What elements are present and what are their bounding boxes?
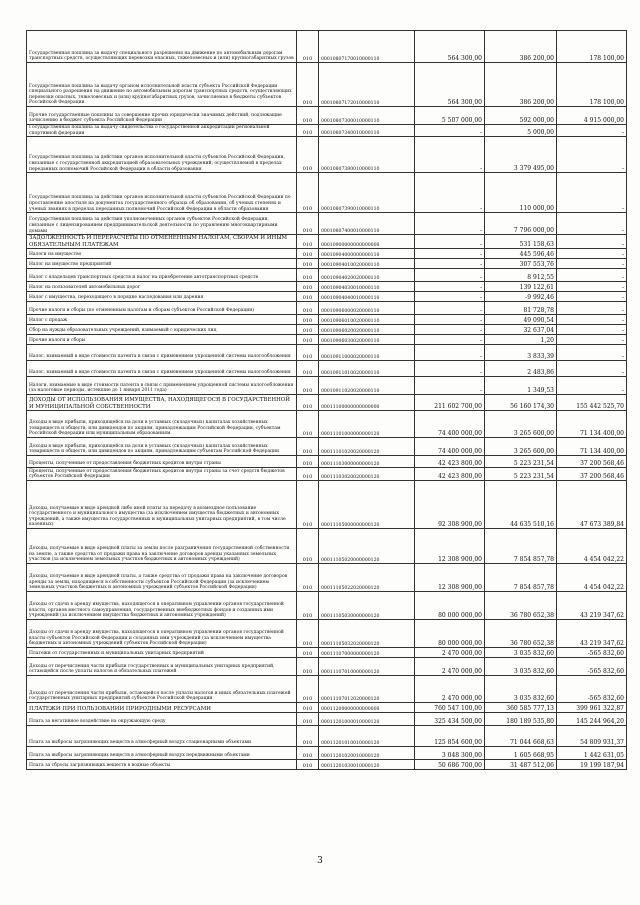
row-amount-unexecuted: -: [557, 345, 627, 361]
row-amount-assigned: 80 000 000,00: [415, 620, 485, 648]
row-amount-executed: 36 780 652,38: [485, 592, 557, 620]
row-amount-executed: 56 160 174,30: [485, 395, 557, 411]
row-amount-executed: 3 035 832,60: [485, 648, 557, 658]
row-amount-unexecuted: 4 454 042,22: [557, 564, 627, 592]
row-amount-executed: 3 265 600,00: [485, 438, 557, 456]
table-row: [27, 411, 627, 438]
row-name: ЗАДОЛЖЕННОСТЬ И ПЕРЕРАСЧЕТЫ ПО ОТМЕНЕННЫМ НАЛОГАМ, СБОРАМ И ИНЫМ ОБЯЗАТЕЛЬНЫМ ПЛАТЕЖАМ: [27, 235, 297, 249]
row-code: 010: [297, 107, 319, 125]
row-name: Государственная пошлина за выдачу органом исполнительной власти субъекта Российской Федерации специального разрешения на движение по автомобильным дорогам транспортных средств, осуществляющих перевозки опасных, тяжеловесных и (или) крупногабаритных грузов, зачисляемая в бюджеты субъектов Российской Федерации: [27, 63, 297, 107]
row-code: 010: [297, 282, 319, 292]
row-code: 010: [297, 713, 319, 726]
row-name: Доходы от перечисления части прибыли государственных и муниципальных унитарных предприятий, остающейся после уплаты налогов и обязательных платежей: [27, 658, 297, 676]
row-amount-executed: 3 035 832,60: [485, 658, 557, 676]
row-code: 010: [297, 411, 319, 438]
row-name: Налог, взимаемый в виде стоимости патента в связи с применением упрощенной системы налогообложения: [27, 345, 297, 361]
row-code: 010: [297, 335, 319, 345]
row-code: 010: [297, 676, 319, 703]
row-kbk: 00010904000000000110: [319, 249, 415, 259]
row-name: Проценты, полученные от предоставления бюджетных кредитов внутри страны: [27, 456, 297, 468]
row-amount-executed: 531 158,63: [485, 235, 557, 249]
row-amount-unexecuted: -: [557, 302, 627, 315]
row-code: 010: [297, 377, 319, 395]
row-name: Плата за выбросы загрязняющих веществ в атмосферный воздух передвижными объектами: [27, 747, 297, 760]
row-name: Налог с владельцев транспортных средств и налог на приобретение автотранспортных средств: [27, 269, 297, 282]
row-amount-unexecuted: -: [557, 282, 627, 292]
row-amount-executed: 360 585 777,13: [485, 703, 557, 713]
row-amount-assigned: 80 000 000,00: [415, 592, 485, 620]
table-row: [27, 282, 627, 292]
row-name: Государственная пошлина за действия уполномоченных органов субъектов Российской Федерации, связанные с лицензированием предпринимательской деятельности по управлению многоквартирными домами: [27, 213, 297, 235]
table-row: [27, 726, 627, 747]
row-kbk: 00011201000010000120: [319, 713, 415, 726]
row-name: Доходы от перечисления части прибыли, остающейся после уплаты налогов и иных обязательных платежей государственных унитарных предприятий субъектов Российской Федерации: [27, 676, 297, 703]
row-amount-assigned: 325 434 500,00: [415, 713, 485, 726]
row-code: 010: [297, 438, 319, 456]
row-code: 010: [297, 703, 319, 713]
row-amount-unexecuted: -: [557, 259, 627, 269]
row-amount-executed: 139 122,61: [485, 282, 557, 292]
row-amount-executed: 31 487 512,06: [485, 760, 557, 770]
row-amount-unexecuted: -: [557, 335, 627, 345]
row-name: Доходы от сдачи в аренду имущества, находящегося в оперативном управлении органов государственной власти, органов местного самоуправления, государственных внебюджетных фондов и созданных ими учреждений (за исключением имущества бюджетных и автономных учреждений): [27, 592, 297, 620]
row-code: 010: [297, 315, 319, 325]
row-amount-executed: 5 000,00: [485, 125, 557, 137]
row-kbk: 00010904030010000110: [319, 282, 415, 292]
row-kbk: 00011107000000000120: [319, 648, 415, 658]
row-amount-executed: 1 605 668,95: [485, 747, 557, 760]
table-row: [27, 249, 627, 259]
row-amount-assigned: -: [415, 345, 485, 361]
row-amount-unexecuted: 43 219 347,62: [557, 592, 627, 620]
row-amount-assigned: -: [415, 125, 485, 137]
row-name: Налоги на имущество: [27, 249, 297, 259]
row-amount-unexecuted: -: [557, 249, 627, 259]
row-code: 010: [297, 620, 319, 648]
row-amount-assigned: -: [415, 213, 485, 235]
row-amount-executed: 36 780 652,38: [485, 620, 557, 648]
row-code: 010: [297, 269, 319, 282]
row-amount-assigned: -: [415, 315, 485, 325]
row-amount-unexecuted: -: [557, 137, 627, 173]
row-amount-assigned: 2 470 000,00: [415, 648, 485, 658]
row-name: Налог с продаж: [27, 315, 297, 325]
row-kbk: 00011101020020000120: [319, 438, 415, 456]
row-amount-executed: 386 200,00: [485, 31, 557, 63]
row-kbk: 00011105020000000120: [319, 529, 415, 564]
row-amount-executed: 5 223 231,54: [485, 456, 557, 468]
row-kbk: 00010807170010000110: [319, 31, 415, 63]
row-amount-unexecuted: 178 100,00: [557, 31, 627, 63]
row-amount-unexecuted: -: [557, 235, 627, 249]
row-kbk: 00010807380010000110: [319, 137, 415, 173]
row-kbk: 00011201020010000120: [319, 747, 415, 760]
row-name: Плата за выбросы загрязняющих веществ в атмосферный воздух стационарными объектами: [27, 726, 297, 747]
row-amount-assigned: -: [415, 173, 485, 213]
row-code: 010: [297, 259, 319, 269]
row-amount-unexecuted: -: [557, 377, 627, 395]
table-row: [27, 137, 627, 173]
row-amount-unexecuted: 1 442 631,05: [557, 747, 627, 760]
row-kbk: 00011201030010000120: [319, 760, 415, 770]
row-code: 010: [297, 213, 319, 235]
table-row: [27, 125, 627, 137]
row-amount-unexecuted: 37 200 568,46: [557, 456, 627, 468]
row-kbk: 00010807340010000110: [319, 125, 415, 137]
row-code: 010: [297, 468, 319, 481]
row-amount-assigned: 12 308 900,00: [415, 529, 485, 564]
row-amount-unexecuted: 43 219 347,62: [557, 620, 627, 648]
row-amount-executed: 8 912,55: [485, 269, 557, 282]
row-code: 010: [297, 235, 319, 249]
row-amount-assigned: 564 300,00: [415, 31, 485, 63]
row-code: 010: [297, 529, 319, 564]
table-row: [27, 345, 627, 361]
row-amount-assigned: -: [415, 335, 485, 345]
row-amount-unexecuted: 47 673 389,84: [557, 481, 627, 529]
row-kbk: 00010807400010000110: [319, 213, 415, 235]
table-row: [27, 235, 627, 249]
row-amount-assigned: -: [415, 361, 485, 377]
table-row: [27, 592, 627, 620]
table-row: [27, 269, 627, 282]
table-row: [27, 703, 627, 713]
row-name: Доходы, получаемые в виде арендной либо иной платы за передачу в возмездное пользование государственного и муниципального имущества (за исключением имущества бюджетных и автономных учреждений, а также имущества государственных и муниципальных унитарных предприятий, в том числе казенных): [27, 481, 297, 529]
row-amount-assigned: 564 300,00: [415, 63, 485, 107]
row-amount-assigned: 74 400 000,00: [415, 411, 485, 438]
table-row: [27, 63, 627, 107]
row-amount-unexecuted: -: [557, 361, 627, 377]
row-amount-unexecuted: -: [557, 125, 627, 137]
row-kbk: 00011107010000000120: [319, 658, 415, 676]
table-row: [27, 676, 627, 703]
table-row: [27, 620, 627, 648]
row-amount-unexecuted: -: [557, 292, 627, 302]
table-row: [27, 481, 627, 529]
row-kbk: 00010911010020000110: [319, 361, 415, 377]
row-code: 010: [297, 726, 319, 747]
row-amount-assigned: 2 470 000,00: [415, 676, 485, 703]
row-kbk: 00010904040010000110: [319, 292, 415, 302]
row-amount-executed: 180 189 535,80: [485, 713, 557, 726]
row-amount-assigned: -: [415, 292, 485, 302]
table-row: [27, 468, 627, 481]
row-amount-assigned: -: [415, 235, 485, 249]
row-code: 010: [297, 31, 319, 63]
row-amount-unexecuted: 155 442 525,70: [557, 395, 627, 411]
row-amount-assigned: -: [415, 259, 485, 269]
table-row: [27, 107, 627, 125]
table-row: [27, 395, 627, 411]
row-amount-unexecuted: 4 454 042,22: [557, 529, 627, 564]
row-kbk: 00011103020020000120: [319, 468, 415, 481]
row-amount-executed: 71 044 668,63: [485, 726, 557, 747]
row-name: Государственная пошлина за выдачу специального разрешения на движение по автомобильным дорогам транспортных средств, осуществляющих перевозки опасных, тяжеловесных и (или) крупногабаритных грузов: [27, 31, 297, 63]
row-code: 010: [297, 658, 319, 676]
row-code: 010: [297, 292, 319, 302]
row-amount-executed: 7 854 857,78: [485, 529, 557, 564]
row-kbk: 00010906000020000110: [319, 302, 415, 315]
row-amount-unexecuted: -: [557, 315, 627, 325]
row-code: 010: [297, 481, 319, 529]
table-row: [27, 213, 627, 235]
row-kbk: 00010911020020000110: [319, 377, 415, 395]
row-amount-executed: 1 349,53: [485, 377, 557, 395]
row-kbk: 00010807300010000110: [319, 107, 415, 125]
row-amount-assigned: 2 470 000,00: [415, 658, 485, 676]
row-kbk: 00010906020020000110: [319, 325, 415, 335]
row-amount-executed: 7 854 857,78: [485, 564, 557, 592]
row-name: Доходы в виде прибыли, приходящейся на доли в уставных (складочных) капиталах хозяйственных товариществ и обществ, или дивидендов по акциям, принадлежащим субъектам Российской Федерации: [27, 438, 297, 456]
row-kbk: 00011105000000000120: [319, 481, 415, 529]
row-amount-unexecuted: 399 961 322,87: [557, 703, 627, 713]
row-amount-assigned: -: [415, 137, 485, 173]
row-amount-unexecuted: 37 200 568,46: [557, 468, 627, 481]
row-amount-assigned: 12 308 900,00: [415, 564, 485, 592]
row-kbk: 00010911000020000110: [319, 345, 415, 361]
table-row: [27, 456, 627, 468]
row-amount-assigned: -: [415, 325, 485, 335]
row-name: Прочие налоги и сборы (по отмененным налогам и сборам субъектов Российской Федерации): [27, 302, 297, 315]
row-amount-unexecuted: 178 100,00: [557, 63, 627, 107]
row-code: 010: [297, 760, 319, 770]
row-amount-unexecuted: 54 809 931,37: [557, 726, 627, 747]
row-kbk: 00011101000000000120: [319, 411, 415, 438]
table-row: [27, 259, 627, 269]
row-amount-assigned: -: [415, 269, 485, 282]
row-kbk: 00010906030020000110: [319, 335, 415, 345]
row-name: Прочие государственные пошлины за совершение прочих юридически значимых действий, подлежащие зачислению в бюджет субъекта Российской Федерации: [27, 107, 297, 125]
row-amount-executed: 7 796 000,00: [485, 213, 557, 235]
table-row: [27, 713, 627, 726]
row-amount-unexecuted: -: [557, 269, 627, 282]
row-amount-assigned: -: [415, 302, 485, 315]
row-amount-unexecuted: -: [557, 213, 627, 235]
row-amount-executed: 110 000,00: [485, 173, 557, 213]
row-name: Налог, взимаемый в виде стоимости патента в связи с применением упрощенной системы налогообложения: [27, 361, 297, 377]
row-kbk: 00010900000000000000: [319, 235, 415, 249]
row-code: 010: [297, 173, 319, 213]
row-name: Государственная пошлина за выдачу свидетельства о государственной аккредитации региональной спортивной федерации: [27, 125, 297, 137]
row-code: 010: [297, 345, 319, 361]
table-row: [27, 648, 627, 658]
row-name: Доходы, получаемые в виде арендной платы, а также средства от продажи права на заключение договоров аренды за земли, находящиеся в собственности субъектов Российской Федерации (за исключением земельных участков бюджетных и автономных учреждений субъектов Российской Федерации): [27, 564, 297, 592]
row-name: Государственная пошлина за действия органов исполнительной власти субъектов Российской Федерации, связанные с государственной аккредитацией образовательных учреждений, осуществляемой в пределах переданных полномочий Российской Федерации в области образования: [27, 137, 297, 173]
table-row: [27, 529, 627, 564]
row-name: Доходы от сдачи в аренду имущества, находящегося в оперативном управлении органов государственной власти субъектов Российской Федерации и созданных ими учреждений (за исключением имущества бюджетных и автономных учреждений субъектов Российской Федерации): [27, 620, 297, 648]
row-name: Доходы, получаемые в виде арендной платы за земли после разграничения государственной собственности на землю, а также средства от продажи права на заключение договоров аренды указанных земельных участков (за исключением земельных участков бюджетных и автономных учреждений): [27, 529, 297, 564]
row-kbk: 00011105032020000120: [319, 620, 415, 648]
page-number: 3: [317, 856, 323, 866]
row-code: 010: [297, 395, 319, 411]
row-amount-assigned: 42 423 800,00: [415, 468, 485, 481]
row-code: 010: [297, 302, 319, 315]
table-row: [27, 292, 627, 302]
table-row: [27, 315, 627, 325]
row-kbk: 00011100000000000000: [319, 395, 415, 411]
row-amount-executed: 44 635 510,16: [485, 481, 557, 529]
row-code: 010: [297, 564, 319, 592]
row-name: Плата за сбросы загрязняющих веществ в водные объекты: [27, 760, 297, 770]
row-code: 010: [297, 456, 319, 468]
table-row: [27, 31, 627, 63]
row-amount-executed: 5 223 231,54: [485, 468, 557, 481]
table-row: [27, 377, 627, 395]
table-row: [27, 564, 627, 592]
row-amount-unexecuted: 19 199 187,94: [557, 760, 627, 770]
row-amount-assigned: 74 400 000,00: [415, 438, 485, 456]
row-amount-executed: 1,20: [485, 335, 557, 345]
table-row: [27, 747, 627, 760]
table-row: [27, 302, 627, 315]
row-amount-executed: 445 596,46: [485, 249, 557, 259]
table-row: [27, 325, 627, 335]
row-amount-executed: 3 379 495,00: [485, 137, 557, 173]
row-name: Платежи от государственных и муниципальных унитарных предприятий: [27, 648, 297, 658]
revenue-table: [26, 30, 627, 770]
row-amount-executed: 386 200,00: [485, 63, 557, 107]
row-kbk: 00010807390010000110: [319, 173, 415, 213]
row-amount-executed: 592 000,00: [485, 107, 557, 125]
table-row: [27, 361, 627, 377]
row-name: ПЛАТЕЖИ ПРИ ПОЛЬЗОВАНИИ ПРИРОДНЫМИ РЕСУРСАМИ: [27, 703, 297, 713]
row-amount-assigned: 760 547 100,00: [415, 703, 485, 713]
row-amount-executed: 3 833,39: [485, 345, 557, 361]
row-kbk: 00011103000000000120: [319, 456, 415, 468]
row-amount-executed: 3 035 832,60: [485, 676, 557, 703]
row-amount-assigned: 50 686 700,00: [415, 760, 485, 770]
row-name: Проценты, полученные от предоставления бюджетных кредитов внутри страны за счет средств бюджетов субъектов Российской Федерации: [27, 468, 297, 481]
row-name: Налоги, взимаемые в виде стоимости патента в связи с применением упрощенной системы налогообложения (за налоговые периоды, истекшие до 1 января 2011 года): [27, 377, 297, 395]
row-amount-executed: 3 265 600,00: [485, 411, 557, 438]
table-row: [27, 335, 627, 345]
row-amount-executed: 32 637,04: [485, 325, 557, 335]
row-code: 010: [297, 361, 319, 377]
row-name: Налог на имущество предприятий: [27, 259, 297, 269]
row-kbk: 00010904010020000110: [319, 259, 415, 269]
row-amount-assigned: 211 602 700,00: [415, 395, 485, 411]
row-amount-executed: 2 483,86: [485, 361, 557, 377]
row-code: 010: [297, 137, 319, 173]
row-amount-executed: 49 090,54: [485, 315, 557, 325]
row-amount-unexecuted: -565 832,60: [557, 676, 627, 703]
row-amount-assigned: -: [415, 249, 485, 259]
row-code: 010: [297, 648, 319, 658]
row-amount-unexecuted: -565 832,60: [557, 658, 627, 676]
row-amount-executed: 81 728,78: [485, 302, 557, 315]
row-amount-unexecuted: -: [557, 325, 627, 335]
row-amount-assigned: 125 854 600,00: [415, 726, 485, 747]
row-code: 010: [297, 325, 319, 335]
row-code: 010: [297, 63, 319, 107]
table-body: [27, 31, 627, 770]
row-amount-unexecuted: 4 915 000,00: [557, 107, 627, 125]
row-amount-unexecuted: 71 134 400,00: [557, 411, 627, 438]
row-amount-executed: 307 553,76: [485, 259, 557, 269]
row-kbk: 00010906010020000110: [319, 315, 415, 325]
row-kbk: 00011200000000000000: [319, 703, 415, 713]
table-row: [27, 438, 627, 456]
row-name: Государственная пошлина за действия органов исполнительной власти субъектов Российской Федерации по проставлению апостиля на документах государственного образца об образовании, об ученых степенях и ученых званиях в пределах переданных полномочий Российской Федерации в области образования: [27, 173, 297, 213]
row-name: Налог с имущества, переходящего в порядке наследования или дарения: [27, 292, 297, 302]
row-amount-assigned: -: [415, 377, 485, 395]
table-row: [27, 760, 627, 770]
row-code: 010: [297, 747, 319, 760]
row-amount-assigned: 3 048 300,00: [415, 747, 485, 760]
table-row: [27, 658, 627, 676]
row-amount-executed: -9 992,46: [485, 292, 557, 302]
row-name: ДОХОДЫ ОТ ИСПОЛЬЗОВАНИЯ ИМУЩЕСТВА, НАХОДЯЩЕГОСЯ В ГОСУДАРСТВЕННОЙ И МУНИЦИПАЛЬНОЙ СОБСТВЕННОСТИ: [27, 395, 297, 411]
row-amount-assigned: 5 507 000,00: [415, 107, 485, 125]
row-kbk: 00010904020020000110: [319, 269, 415, 282]
table-row: [27, 173, 627, 213]
row-code: 010: [297, 249, 319, 259]
row-name: Плата за негативное воздействие на окружающую среду: [27, 713, 297, 726]
row-amount-unexecuted: 71 134 400,00: [557, 438, 627, 456]
row-amount-assigned: 42 423 800,00: [415, 456, 485, 468]
row-name: Доходы в виде прибыли, приходящейся на доли в уставных (складочных) капиталах хозяйственных товариществ и обществ, или дивидендов по акциям, принадлежащим Российской Федерации, субъектам Российской Федерации или муниципальным образованиям: [27, 411, 297, 438]
row-kbk: 00010807172010000110: [319, 63, 415, 107]
row-amount-unexecuted: -565 832,60: [557, 648, 627, 658]
row-amount-unexecuted: -: [557, 173, 627, 213]
row-amount-assigned: -: [415, 282, 485, 292]
row-name: Налог на пользователей автомобильных дорог: [27, 282, 297, 292]
row-kbk: 00011201010010000120: [319, 726, 415, 747]
row-amount-assigned: 92 308 900,00: [415, 481, 485, 529]
row-code: 010: [297, 125, 319, 137]
row-code: 010: [297, 592, 319, 620]
row-name: Прочие налоги и сборы: [27, 335, 297, 345]
row-kbk: 00011105030000000120: [319, 592, 415, 620]
row-amount-unexecuted: 145 244 964,20: [557, 713, 627, 726]
row-name: Сбор на нужды образовательных учреждений, взимаемый с юридических лиц: [27, 325, 297, 335]
row-kbk: 00011107012020000120: [319, 676, 415, 703]
row-kbk: 00011105022020000120: [319, 564, 415, 592]
